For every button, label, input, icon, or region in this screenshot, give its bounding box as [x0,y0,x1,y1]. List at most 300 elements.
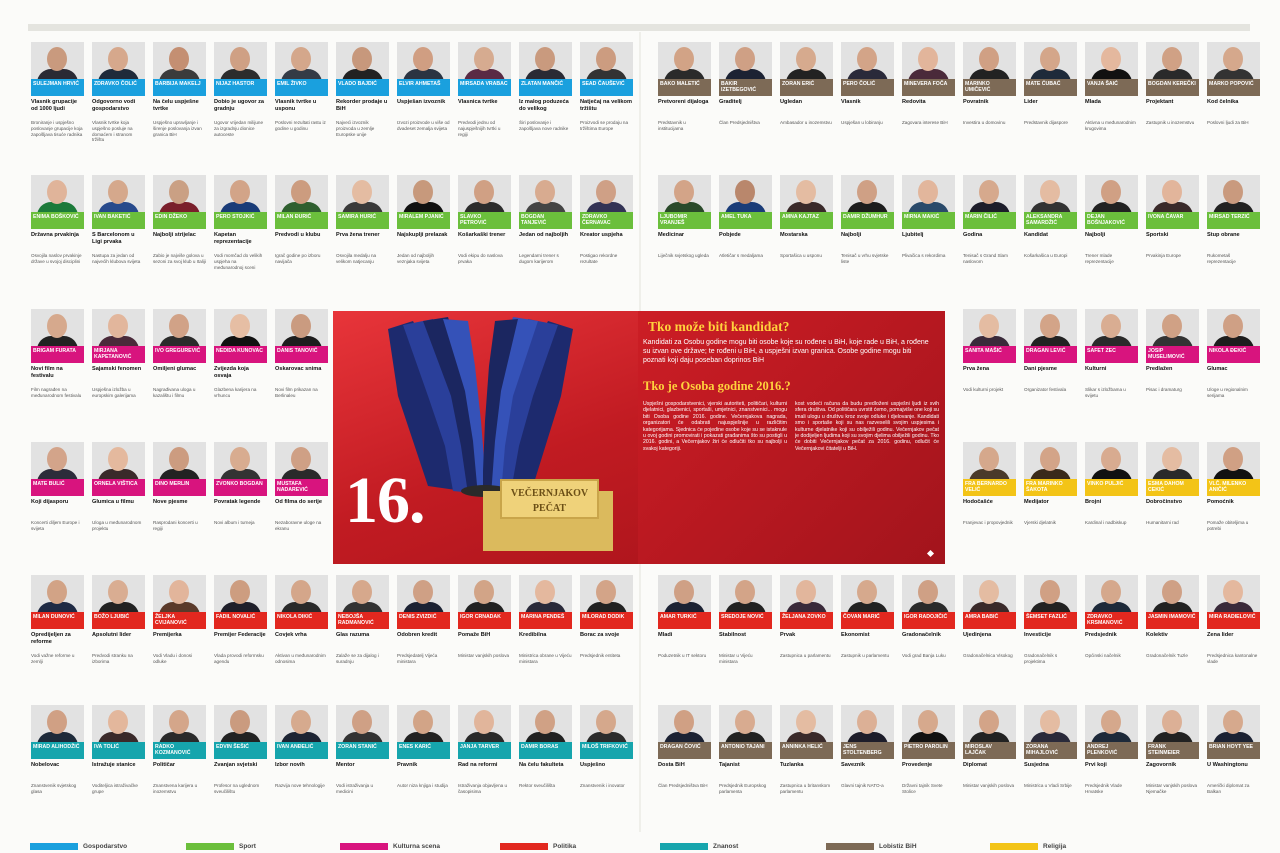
candidate-blurb: Predvodi jednu od najuspješnijih tvrtki u regiji [458,120,501,137]
candidate-card [1084,705,1139,833]
feature-columns [643,401,939,553]
legend-swatch [660,843,708,850]
candidate-name: FRA MARINKO ŠAKOTA [1024,479,1077,496]
candidate-card [518,175,573,303]
candidate-card [91,42,146,170]
candidate-name: BAKO MALETIĆ [658,79,711,96]
candidate-name: IVA TOLIĆ [92,742,145,759]
candidate-name: NIJAZ HASTOR [214,79,267,96]
feature-text [643,315,939,560]
portrait-head [352,47,372,71]
candidate-card [1023,42,1078,170]
candidate-name: MIRALEM PJANIĆ [397,212,450,229]
candidate-name: DRAGAN LEVIĆ [1024,346,1077,363]
candidate-card [579,705,634,833]
candidate-blurb: Pomaže obiteljima u potrebi [1207,520,1249,531]
candidate-headline: Apsolutni lider [92,632,132,638]
candidate-headline: Redovita [902,99,926,105]
candidate-card [518,42,573,170]
candidate-name: BARBIJA MAKELJ [153,79,206,96]
portrait-head [535,180,555,204]
candidate-name: MILOŠ TRIFKOVIĆ [580,742,633,759]
portrait-head [413,580,433,604]
portrait-head [674,180,694,204]
candidate-blurb: Uloge u regionalnim serijama [1207,387,1248,398]
portrait-head [474,580,494,604]
candidate-name: VINKO PULJIĆ [1085,479,1138,496]
candidate-headline: Zvanjan svjetski [214,762,258,768]
legend-item [186,842,256,851]
portrait-head [979,180,999,204]
candidate-blurb: Zastupnik u inozemstvu [1146,120,1195,125]
candidate-card [152,575,207,703]
candidate-card [901,175,956,303]
candidate-card [1206,705,1261,833]
legend-label: Kulturna scena [393,843,440,850]
candidate-name: SAFET ZEC [1085,346,1138,363]
candidate-blurb: Koncerti diljem Europe i svijeta [31,520,80,531]
candidate-blurb: Širi poslovanje i zapošljava nove radnike [519,120,569,131]
candidate-name: DRAGAN ČOVIĆ [658,742,711,759]
candidate-blurb: Kardinal i nadbiskup [1085,520,1127,525]
candidate-card [30,309,85,437]
candidate-name: IVAN ANĐELIĆ [275,742,328,759]
candidate-headline: Natječaj na velikom tržištu [580,99,632,112]
candidate-blurb: Zagovara interese BiH [902,120,948,125]
portrait-head [1101,47,1121,71]
candidate-name: MINEVERA FOČA [902,79,955,96]
candidate-card [152,442,207,570]
candidate-headline: Mlada [1085,99,1101,105]
candidate-headline: Kreator uspjeha [580,232,623,238]
candidate-name: FRA BERNARDO VELIĆ [963,479,1016,496]
candidate-blurb: Osvojila medalju na velikom natjecanju [336,253,377,264]
candidate-headline: Dani pjesme [1024,366,1057,372]
portrait-head [47,314,67,338]
portrait-head [979,314,999,338]
candidate-card [1206,175,1261,303]
portrait-head [169,710,189,734]
portrait-head [352,180,372,204]
candidate-name: MIRAD ALIHODŽIĆ [31,742,84,759]
candidate-card [457,175,512,303]
candidate-blurb: Vlada provodi reformsku agendu [214,653,264,664]
candidate-name: IGOR CRNADAK [458,612,511,629]
candidate-card [91,309,146,437]
candidate-headline: Koji dijasporu [31,499,69,505]
portrait-head [857,180,877,204]
candidate-card [274,705,329,833]
portrait-head [352,580,372,604]
candidate-headline: Susjedna [1024,762,1049,768]
candidate-blurb: Član Predsjedništva [719,120,760,125]
legend-item [500,842,576,851]
portrait-head [474,47,494,71]
candidate-card [457,705,512,833]
portrait-head [108,47,128,71]
legend-label: Gospodarstvo [83,843,128,850]
candidate-blurb: Predstavnik u institucijama [658,120,686,131]
candidate-card [396,575,451,703]
candidate-name: ANDREJ PLENKOVIĆ [1085,742,1138,759]
candidate-name: ENIMA BOŠKOVIĆ [31,212,84,229]
candidate-headline: Čovjek vrha [275,632,307,638]
candidate-headline: Stup obrane [1207,232,1240,238]
candidate-headline: Premijer Federacije [214,632,266,638]
legend-swatch [826,843,874,850]
portrait-head [47,580,67,604]
portrait-head [674,47,694,71]
portrait-head [735,580,755,604]
candidate-blurb: Uloga u međunarodnom projektu [92,520,142,531]
portrait-head [230,710,250,734]
portrait-head [918,47,938,71]
candidate-headline: Premijerka [153,632,182,638]
candidate-name: SULEJMAN HRVIĆ [31,79,84,96]
candidate-name: ŠEMSET FAZLIĆ [1024,612,1077,629]
candidate-card [962,575,1017,703]
candidate-name: MATE BULIĆ [31,479,84,496]
candidate-card [1145,575,1200,703]
candidate-name: DEJAN BOŠNJAKOVIĆ [1085,212,1138,229]
portrait-head [169,447,189,471]
portrait-head [108,710,128,734]
portrait-head [1162,447,1182,471]
candidate-blurb: Plivačica s rekordima [902,253,946,258]
candidate-blurb: Znanstvenik svjetskog glasa [31,783,77,794]
candidate-headline: Diplomat [963,762,987,768]
portrait-head [291,314,311,338]
candidate-blurb: Tenisač s Grand Slam naslovom [963,253,1008,264]
category-legend [0,840,1280,853]
candidate-card [718,175,773,303]
candidate-card [1023,442,1078,570]
portrait-head [47,447,67,471]
candidate-name: JANJA TARVER [458,742,511,759]
candidate-name: ZORAN STANIĆ [336,742,389,759]
candidate-name: EMIL ŽIVKO [275,79,328,96]
candidate-name: BOŽO LJUBIĆ [92,612,145,629]
candidate-name: BRIAN HOYT YEE [1207,742,1260,759]
candidate-card [1084,175,1139,303]
candidate-card [1145,175,1200,303]
candidate-headline: Žena lider [1207,632,1234,638]
candidate-headline: Jedan od najboljih [519,232,569,238]
candidate-card [91,705,146,833]
candidate-headline: Izbor novih [275,762,305,768]
candidate-blurb: Pisac i dramaturg [1146,387,1182,392]
candidate-name: ČOVAN MARIĆ [841,612,894,629]
candidate-headline: Nobelovac [31,762,60,768]
candidate-name: VLADO BAJDIĆ [336,79,389,96]
portrait-head [413,710,433,734]
candidate-headline: S Barcelonom u Ligi prvaka [92,232,135,245]
candidate-name: FADIL NOVALIĆ [214,612,267,629]
portrait-head [596,47,616,71]
portrait-head [1040,447,1060,471]
candidate-headline: Povratnik [963,99,989,105]
candidate-card [396,175,451,303]
candidate-card [152,175,207,303]
candidate-card [657,705,712,833]
candidate-name: JOSIP MUSELIMOVIĆ [1146,346,1199,363]
candidate-card [657,42,712,170]
candidate-card [335,175,390,303]
candidate-headline: Predvodi u klubu [275,232,321,238]
portrait-head [1040,314,1060,338]
candidate-card [274,309,329,437]
candidate-card [1084,42,1139,170]
candidate-headline: Ugledan [780,99,803,105]
candidate-headline: Najbolji strijelac [153,232,196,238]
portrait-head [596,710,616,734]
legend-item [660,842,738,851]
candidate-blurb: Vodi istraživanja u medicini [336,783,374,794]
candidate-card [30,175,85,303]
portrait-head [1040,710,1060,734]
portrait-head [230,180,250,204]
candidate-blurb: Nagrađivana uloga u kazalištu i filmu [153,387,196,398]
candidate-headline: Prva žena [963,366,990,372]
candidate-card [718,705,773,833]
feature-heading-1: Tko može biti kandidat? [648,319,790,334]
candidate-blurb: Broniranje i uspješno poslovanje grupacije koja zapošljava tisuće radnika [31,120,83,137]
candidate-card [1206,309,1261,437]
candidate-headline: Od filma do serije [275,499,322,505]
candidate-blurb: Uspješno upravljanje i širenje poslovanja izvan granica BiH [153,120,202,137]
candidate-headline: Pomaže BiH [458,632,491,638]
candidate-blurb: Tenisač u vrhu svjetske liste [841,253,889,264]
portrait-head [1101,580,1121,604]
candidate-headline: Zvijezda koja osvaja [214,366,249,379]
candidate-blurb: Vjerski djelatnik [1024,520,1056,525]
candidate-card [91,175,146,303]
feature-heading-2: Tko je Osoba godine 2016.? [643,379,791,393]
portrait-head [1162,580,1182,604]
candidate-blurb: Općinski načelnik [1085,653,1121,658]
candidate-blurb: Izvozi proizvode u više od dvadeset zemalja svijeta [397,120,450,131]
candidate-card [152,42,207,170]
candidate-headline: Iz malog poduzeća do velikog [519,99,569,112]
candidate-name: MARIN ČILIĆ [963,212,1016,229]
feature-column-2: kost vodeći računa da budu predloženi uspješni ljudi iz svih sfera društva. Od političara uvrstit ćemo, pomajviše one koji su imali ulogu u društvu kroz svoje odluke i djelovanje. Kandidati smo i sportaše koji su nas razveselili svojim uspjesima i kulturne djelatnike koji su obilježili godinu. Večernjakov pečat je dodijeljen ljudima koji su svojim djelima obilježili godinu. Tko će dobiti Večernjakov pečat za 2016. godinu, odlučit će Večernjakovi čitatelji u BiH. [795,401,939,452]
candidate-headline: Sportski [1146,232,1169,238]
candidate-card [962,175,1017,303]
candidate-headline: Medicinar [658,232,685,238]
portrait-head [47,47,67,71]
candidate-blurb: Slikar s izložbama u svijetu [1085,387,1126,398]
candidate-blurb: Vodi važne reforme u zemlji [31,653,75,664]
candidate-name: PERO ČOLIĆ [841,79,894,96]
candidate-blurb: Član Predsjedništva BiH [658,783,708,788]
candidate-card [1023,705,1078,833]
portrait-head [596,580,616,604]
candidate-card [274,442,329,570]
candidate-headline: Mladi [658,632,673,638]
portrait-head [47,710,67,734]
candidate-card [1145,309,1200,437]
candidate-headline: Kandidat [1024,232,1048,238]
candidate-headline: Uspješan izvoznik [397,99,446,105]
portrait-head [1223,47,1243,71]
candidate-name: MARINKO UMIČEVIĆ [963,79,1016,96]
portrait-head [108,580,128,604]
portrait-head [291,47,311,71]
candidate-headline: Dosta BiH [658,762,685,768]
candidate-blurb: Zastupnica u parlamentu [780,653,831,658]
candidate-blurb: Znanstvenik i inovator [580,783,625,788]
candidate-blurb: Predsjednik Vlade Hrvatske [1085,783,1123,794]
candidate-card [91,442,146,570]
candidate-card [335,42,390,170]
candidate-name: SLAVKO PETROVIĆ [458,212,511,229]
candidate-headline: Projektant [1146,99,1174,105]
candidate-name: ZORANA MIHAJLOVIĆ [1024,742,1077,759]
portrait-head [674,580,694,604]
candidate-name: IGOR RADOJIČIĆ [902,612,955,629]
candidate-name: AMEL TUKA [719,212,772,229]
portrait-head [535,580,555,604]
candidate-headline: Stabilnost [719,632,747,638]
candidate-name: NIKOLA ĐEKIĆ [1207,346,1260,363]
candidate-name: MUSTAFA NADAREVIĆ [275,479,328,496]
candidate-headline: Mentor [336,762,355,768]
candidate-blurb: Film nagrađen na međunarodnom festivalu [31,387,82,398]
candidate-blurb: Predvodi stranku na izborima [92,653,133,664]
candidate-card [335,705,390,833]
portrait-head [291,710,311,734]
feature-lead: Kandidati za Osobu godine mogu biti osobe koje su rođene u BiH, koje rade u BiH, a rođene su izvan ove države; te rođeni u BiH, a uspješni izvan granica. Osobe godine mogu biti poznati koji daju poseban doprinos BiH [643,339,929,364]
candidate-headline: Medijator [1024,499,1049,505]
candidate-blurb: Predsjedatelj Vijeća ministara [397,653,438,664]
candidate-name: DANIS TANOVIĆ [275,346,328,363]
candidate-name: AMRA BABIĆ [963,612,1016,629]
candidate-card [901,575,956,703]
candidate-blurb: Ministrica u Vladi Srbije [1024,783,1072,788]
candidate-card [840,42,895,170]
candidate-name: ŽELJANA ZOVKO [780,612,833,629]
candidate-headline: Vlasnik tvrtke u usponu [275,99,317,112]
candidate-headline: Državna prvakinja [31,232,79,238]
candidate-name: MIRNA MAKIĆ [902,212,955,229]
candidate-name: JASMIN IMAMOVIĆ [1146,612,1199,629]
portrait-head [230,314,250,338]
candidate-name: DAMIR BORAS [519,742,572,759]
candidate-headline: Najbolji [841,232,862,238]
candidate-card [840,575,895,703]
candidate-card [657,575,712,703]
candidate-blurb: Osvojila naslov prvakinje države u svojoj disciplini [31,253,82,264]
candidate-name: MIROSLAV LAJČAK [963,742,1016,759]
candidate-blurb: Ugovor vrijedan milijune za izgradnju dionice autoceste [214,120,264,137]
portrait-head [169,580,189,604]
portrait-head [108,314,128,338]
portrait-head [857,47,877,71]
candidate-name: EDVIN ŠEŠIĆ [214,742,267,759]
candidate-name: AMNA KAJTAZ [780,212,833,229]
candidate-blurb: Košarkašica u Europi [1024,253,1068,258]
candidate-headline: Ekonomist [841,632,870,638]
candidate-blurb: Ministrica obrane u Vijeću ministara [519,653,572,664]
portrait-head [1162,710,1182,734]
candidate-name: MILORAD DODIK [580,612,633,629]
portrait-head [1223,180,1243,204]
candidate-blurb: Gradonačelnica Visokog [963,653,1013,658]
candidate-card [457,42,512,170]
candidate-headline: Hodočašće [963,499,993,505]
candidate-blurb: Atletičar s medaljama [719,253,763,258]
candidate-card [396,705,451,833]
candidate-name: ZORAN ERIĆ [780,79,833,96]
candidate-name: SREDOJE NOVIĆ [719,612,772,629]
candidate-name: ANNINKA HELIĆ [780,742,833,759]
candidate-card [1206,42,1261,170]
candidate-card [779,705,834,833]
candidate-blurb: Poslovni ljudi za BiH [1207,120,1249,125]
portrait-head [1101,314,1121,338]
portrait-head [230,47,250,71]
candidate-card [779,42,834,170]
candidate-card [1084,309,1139,437]
candidate-card [1145,442,1200,570]
candidate-name: SAMIRA HURIĆ [336,212,389,229]
candidate-headline: Glas razuma [336,632,370,638]
candidate-card [152,705,207,833]
candidate-blurb: Prvakinja Europe [1146,253,1181,258]
candidate-headline: Kolektiv [1146,632,1168,638]
candidate-name: DAMIR DŽUMHUR [841,212,894,229]
candidate-blurb: Vodi ekipu do naslova prvaka [458,253,503,264]
candidate-blurb: Vodi kulturni projekt [963,387,1004,392]
candidate-card [1145,705,1200,833]
portrait-head [474,180,494,204]
candidate-headline: Vlasnik [841,99,861,105]
candidate-headline: Brojni [1085,499,1102,505]
candidate-headline: Prva žena trener [336,232,380,238]
portrait-head [674,710,694,734]
candidate-headline: Prvi koji [1085,762,1107,768]
candidate-headline: Političar [153,762,176,768]
portrait-head [169,180,189,204]
candidate-card [718,42,773,170]
candidate-name: PERO STOJKIĆ [214,212,267,229]
candidate-headline: Kulturni [1085,366,1107,372]
portrait-head [108,180,128,204]
legend-swatch [30,843,78,850]
candidate-headline: Zagovornik [1146,762,1177,768]
candidate-card [962,309,1017,437]
portrait-head [1040,580,1060,604]
candidate-blurb: Gradonačelnik s projektima [1024,653,1058,664]
candidate-headline: Vlasnik grupacije od 1000 ljudi [31,99,78,112]
candidate-card [396,42,451,170]
legend-swatch [990,843,1038,850]
legend-label: Politika [553,843,577,850]
legend-label: Religija [1043,843,1067,850]
candidate-card [962,442,1017,570]
candidate-headline: Nove pjesme [153,499,188,505]
portrait-head [47,180,67,204]
candidate-name: IVO GREGUREVIĆ [153,346,206,363]
candidate-blurb: Predsjednik entiteta [580,653,621,658]
feature-column-1: Uspješni gospodarstvenici, vjerski autoriteti, političari, kulturni djelatnici, glazbenici, sportaši, umjetnici, znanstvenici... mogu biti Osoba godine 2016. godine. Večernjakova nagrada, organizatori će odabrati najuspješnije u različitim kategorijama. Sjednica će pojedine osobe koje su se istaknule u ovoj godini promovirati i pokazati građanima što su postigli u 2016. godini, a Večernjakov žiri će odlučiti tko su najbolji u svakoj kategoriji. [643,401,787,452]
portrait-head [1162,314,1182,338]
candidate-card [518,575,573,703]
candidate-name: ESMA DAHOM CEKIĆ [1146,479,1199,496]
candidate-name: JENS STOLTENBERG [841,742,894,759]
candidate-card [901,705,956,833]
portrait-head [796,710,816,734]
